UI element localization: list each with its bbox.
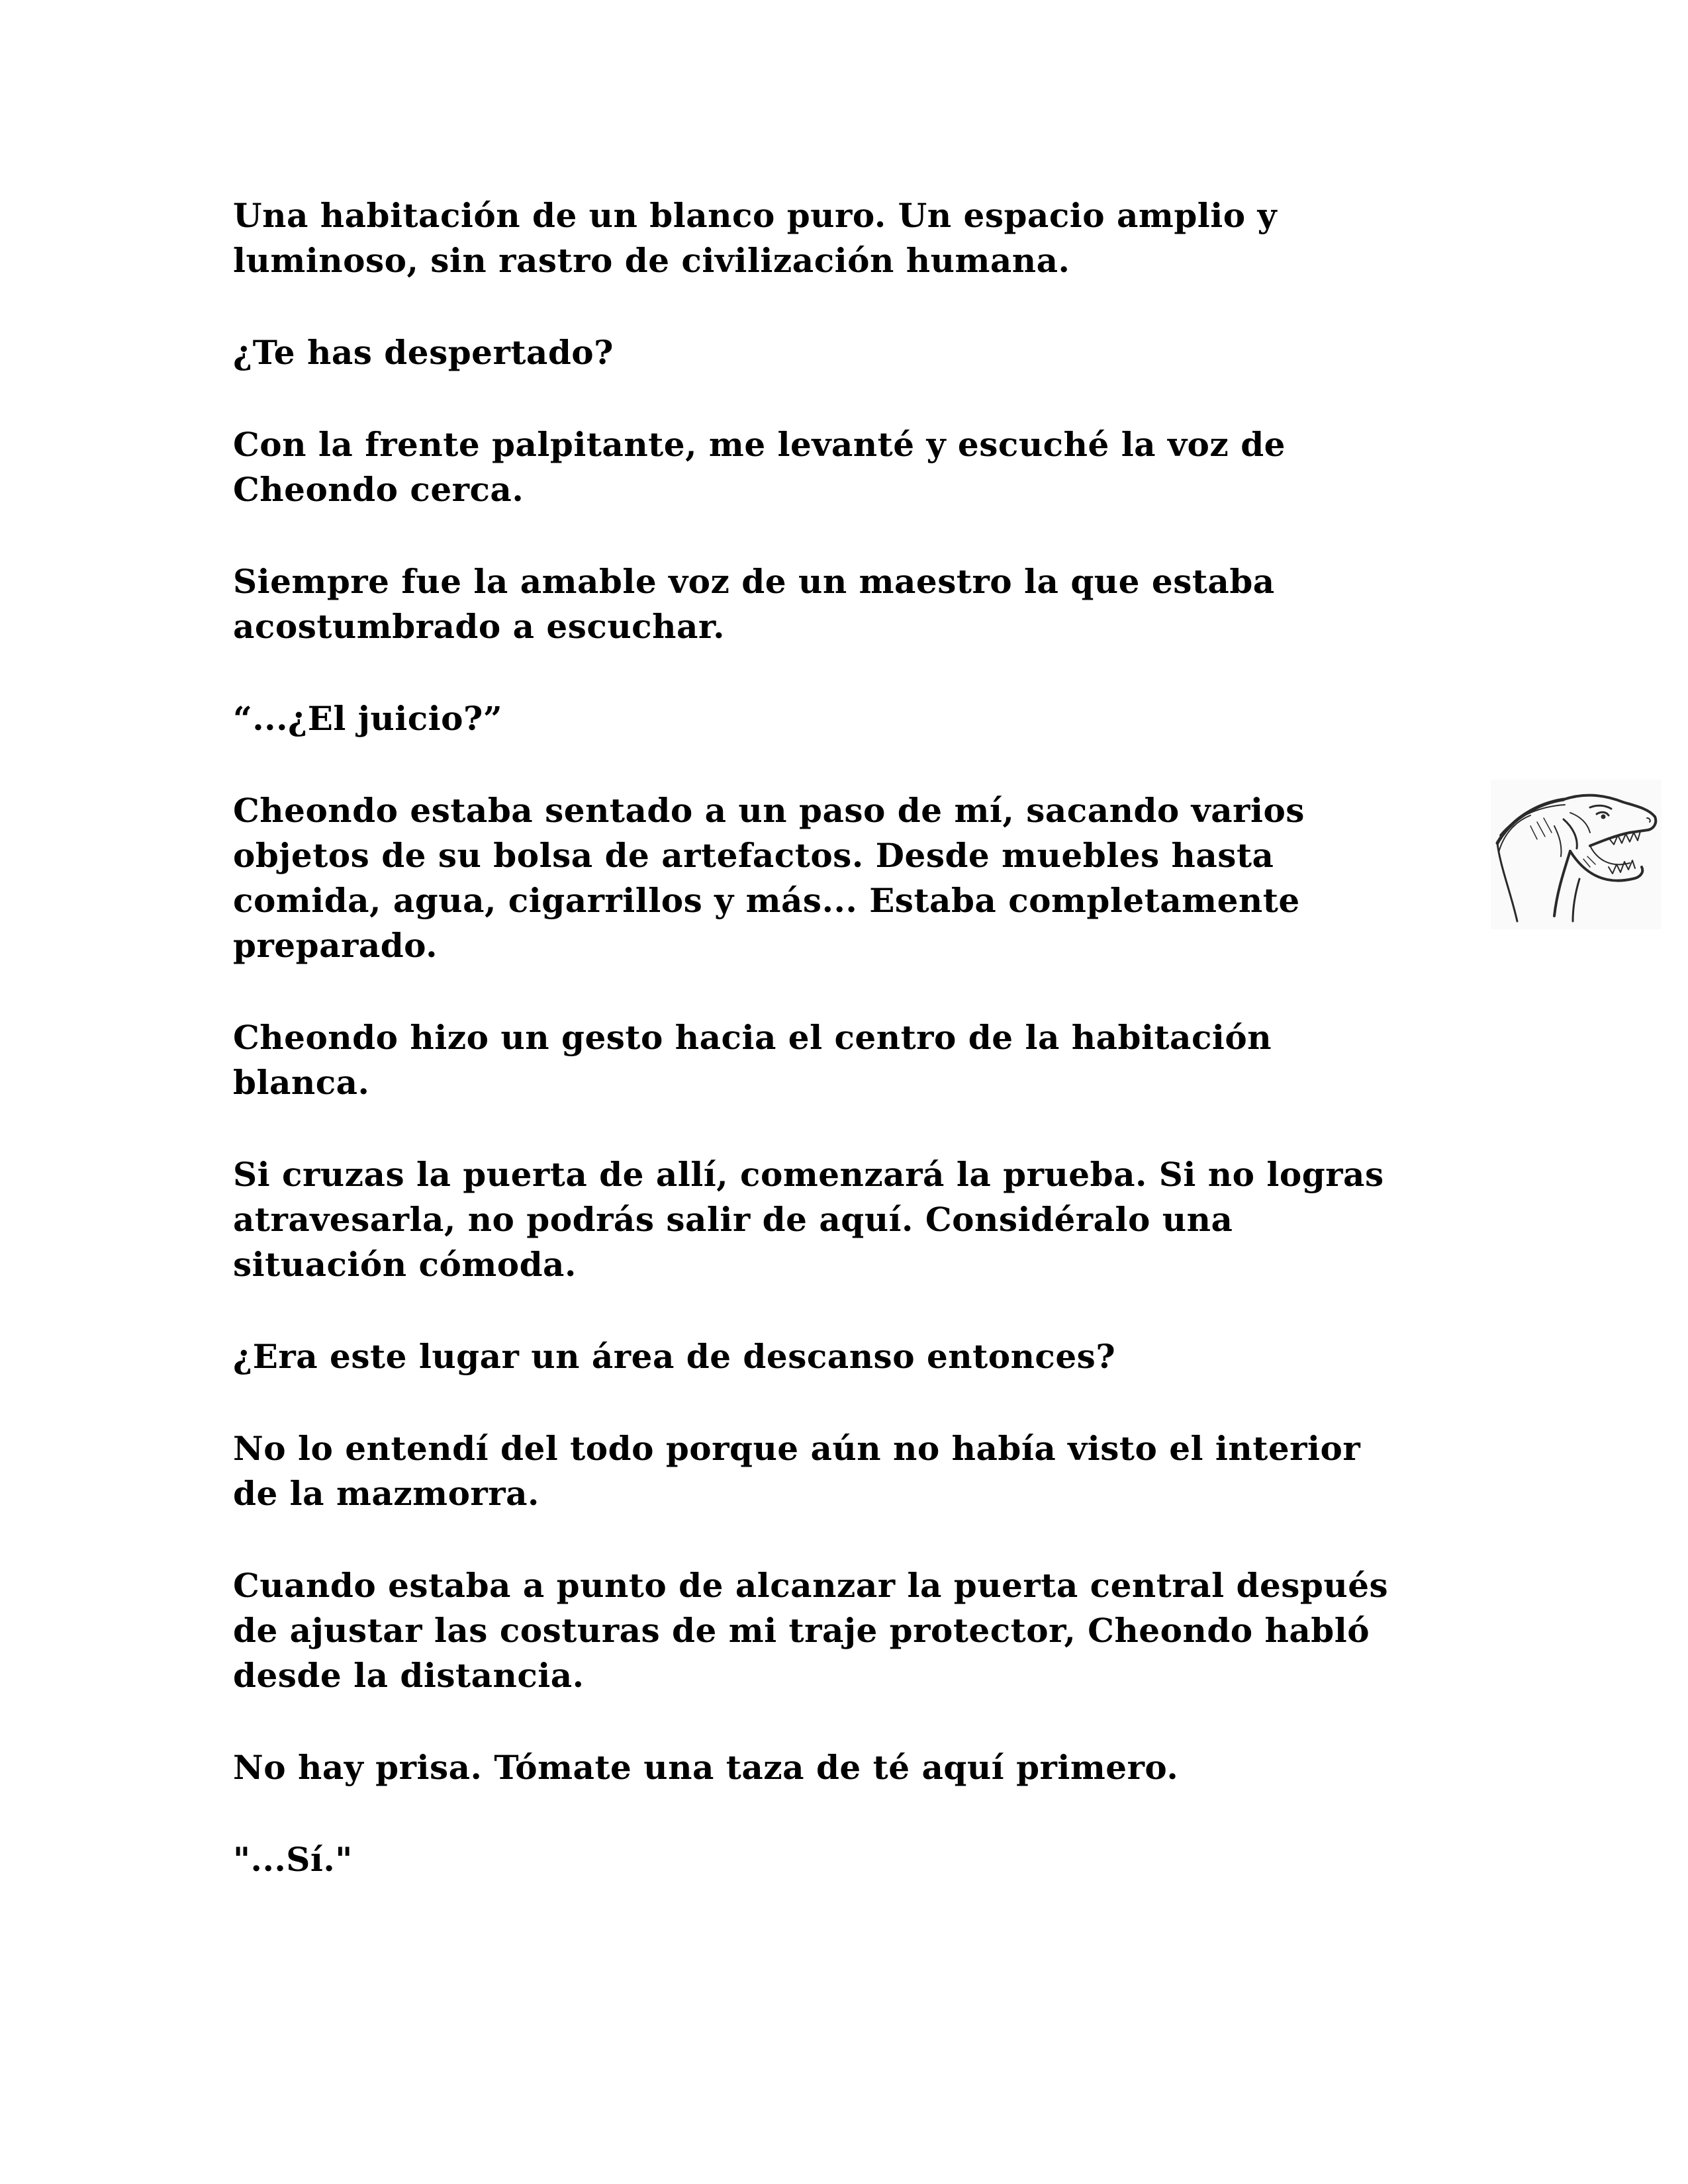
- story-text-body: [233, 193, 1491, 1929]
- paragraph-6: [233, 788, 1491, 968]
- paragraph-2: [233, 330, 1491, 375]
- paragraph-12: [233, 1745, 1491, 1790]
- text-line: de la mazmorra.: [233, 1474, 539, 1513]
- paragraph-10: [233, 1426, 1491, 1516]
- text-line: ¿Era este lugar un área de descanso entonces?: [233, 1337, 1116, 1376]
- paragraph-7: [233, 1015, 1491, 1105]
- dinosaur-head-sketch-icon: [1491, 780, 1662, 929]
- paragraph-13: [233, 1837, 1491, 1882]
- text-line: Cheondo hizo un gesto hacia el centro de la habitación: [233, 1018, 1272, 1057]
- text-line: Cheondo cerca.: [233, 470, 524, 509]
- text-line: Cheondo estaba sentado a un paso de mí, sacando varios: [233, 791, 1305, 830]
- paragraph-8: [233, 1152, 1491, 1287]
- text-line: Siempre fue la amable voz de un maestro la que estaba: [233, 562, 1275, 601]
- text-line: objetos de su bolsa de artefactos. Desde muebles hasta: [233, 836, 1274, 875]
- text-line: de ajustar las costuras de mi traje protector, Cheondo habló: [233, 1611, 1370, 1650]
- text-line: preparado.: [233, 926, 438, 965]
- paragraph-9: [233, 1334, 1491, 1379]
- text-line: Si cruzas la puerta de allí, comenzará la prueba. Si no logras: [233, 1155, 1384, 1194]
- text-line: No hay prisa. Tómate una taza de té aquí primero.: [233, 1748, 1179, 1787]
- text-line: "...Sí.": [233, 1840, 353, 1879]
- text-line: “...¿El juicio?”: [233, 699, 503, 738]
- text-line: acostumbrado a escuchar.: [233, 607, 726, 646]
- text-line: atravesarla, no podrás salir de aquí. Considéralo una: [233, 1200, 1233, 1239]
- text-line: Una habitación de un blanco puro. Un espacio amplio y: [233, 196, 1278, 235]
- text-line: situación cómoda.: [233, 1245, 577, 1284]
- text-line: luminoso, sin rastro de civilización humana.: [233, 241, 1070, 280]
- text-line: No lo entendí del todo porque aún no había visto el interior: [233, 1429, 1361, 1468]
- text-line: comida, agua, cigarrillos y más... Estaba completamente: [233, 881, 1300, 920]
- text-line: desde la distancia.: [233, 1656, 585, 1695]
- paragraph-5: [233, 696, 1491, 741]
- text-line: Cuando estaba a punto de alcanzar la puerta central después: [233, 1566, 1389, 1605]
- paragraph-11: [233, 1563, 1491, 1698]
- text-line: Con la frente palpitante, me levanté y escuché la voz de: [233, 425, 1286, 464]
- text-line: blanca.: [233, 1063, 370, 1102]
- paragraph-1: [233, 193, 1491, 283]
- paragraph-4: [233, 559, 1491, 649]
- text-line: ¿Te has despertado?: [233, 333, 614, 372]
- paragraph-3: [233, 422, 1491, 512]
